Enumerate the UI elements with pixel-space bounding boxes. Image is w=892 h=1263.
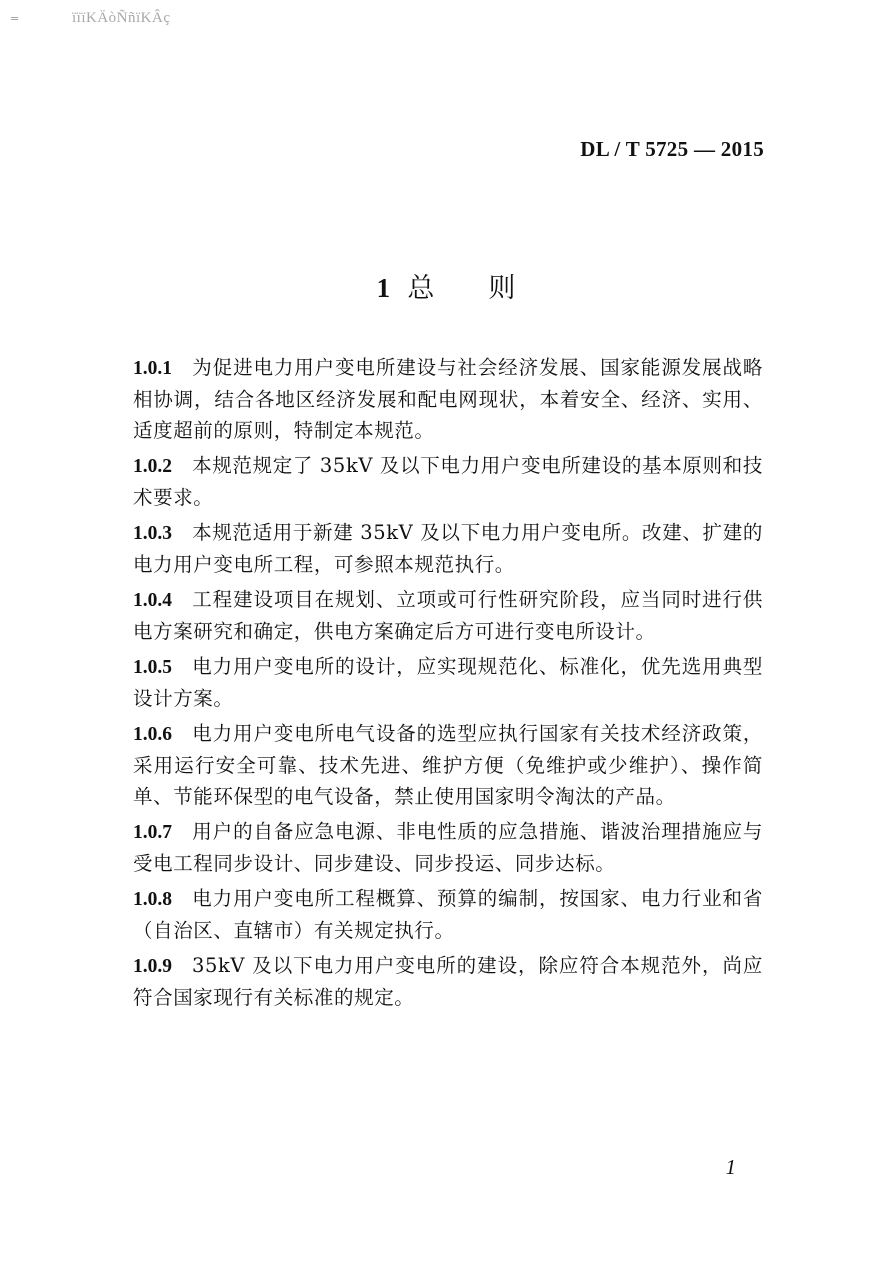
page-number: 1 [725,1155,736,1179]
clause-text: 用户的自备应急电源、非电性质的应急措施、谐波治理措施应与受电工程同步设计、同步建设、同步投运、同步达标。 [133,820,763,875]
chapter-title [0,266,892,305]
header-garbled-text: ïïïKÄòÑñïKÂç [72,10,171,26]
clause-1-0-1 [133,352,763,446]
chapter-title-text: 总 则 [407,273,516,304]
clause-1-0-3 [133,517,763,580]
clause-number: 1.0.2 [133,456,172,477]
chapter-number: 1 [376,273,391,303]
clause-list [133,352,763,1017]
clause-text: 为促进电力用户变电所建设与社会经济发展、国家能源发展战略相协调，结合各地区经济发展和配电网现状，本着安全、经济、实用、适度超前的原则，特制定本规范。 [133,356,763,442]
clause-number: 1.0.5 [133,657,172,678]
clause-text: 35kV 及以下电力用户变电所的建设，除应符合本规范外，尚应符合国家现行有关标准的规定。 [133,954,763,1009]
clause-number: 1.0.1 [133,358,172,379]
clause-1-0-7 [133,816,763,879]
clause-text: 本规范规定了 35kV 及以下电力用户变电所建设的基本原则和技术要求。 [133,454,763,509]
header-mark: = [10,12,20,25]
clause-text: 电力用户变电所的设计，应实现规范化、标准化，优先选用典型设计方案。 [133,655,763,710]
standard-code: DL / T 5725 — 2015 [580,137,764,161]
clause-number: 1.0.8 [133,889,172,910]
clause-1-0-5 [133,651,763,714]
clause-1-0-2 [133,450,763,513]
clause-number: 1.0.4 [133,590,172,611]
clause-number: 1.0.9 [133,956,172,977]
clause-1-0-4 [133,584,763,647]
clause-number: 1.0.3 [133,523,172,544]
clause-1-0-6 [133,718,763,812]
clause-1-0-8 [133,883,763,946]
clause-number: 1.0.6 [133,724,172,745]
clause-text: 电力用户变电所工程概算、预算的编制，按国家、电力行业和省（自治区、直辖市）有关规定执行。 [133,887,763,942]
clause-text: 电力用户变电所电气设备的选型应执行国家有关技术经济政策，采用运行安全可靠、技术先进、维护方便（免维护或少维护）、操作简单、节能环保型的电气设备，禁止使用国家明令淘汰的产品。 [133,722,763,808]
clause-number: 1.0.7 [133,822,172,843]
clause-text: 本规范适用于新建 35kV 及以下电力用户变电所。改建、扩建的电力用户变电所工程，可参照本规范执行。 [133,521,763,576]
clause-1-0-9 [133,950,763,1013]
clause-text: 工程建设项目在规划、立项或可行性研究阶段，应当同时进行供电方案研究和确定，供电方案确定后方可进行变电所设计。 [133,588,763,643]
